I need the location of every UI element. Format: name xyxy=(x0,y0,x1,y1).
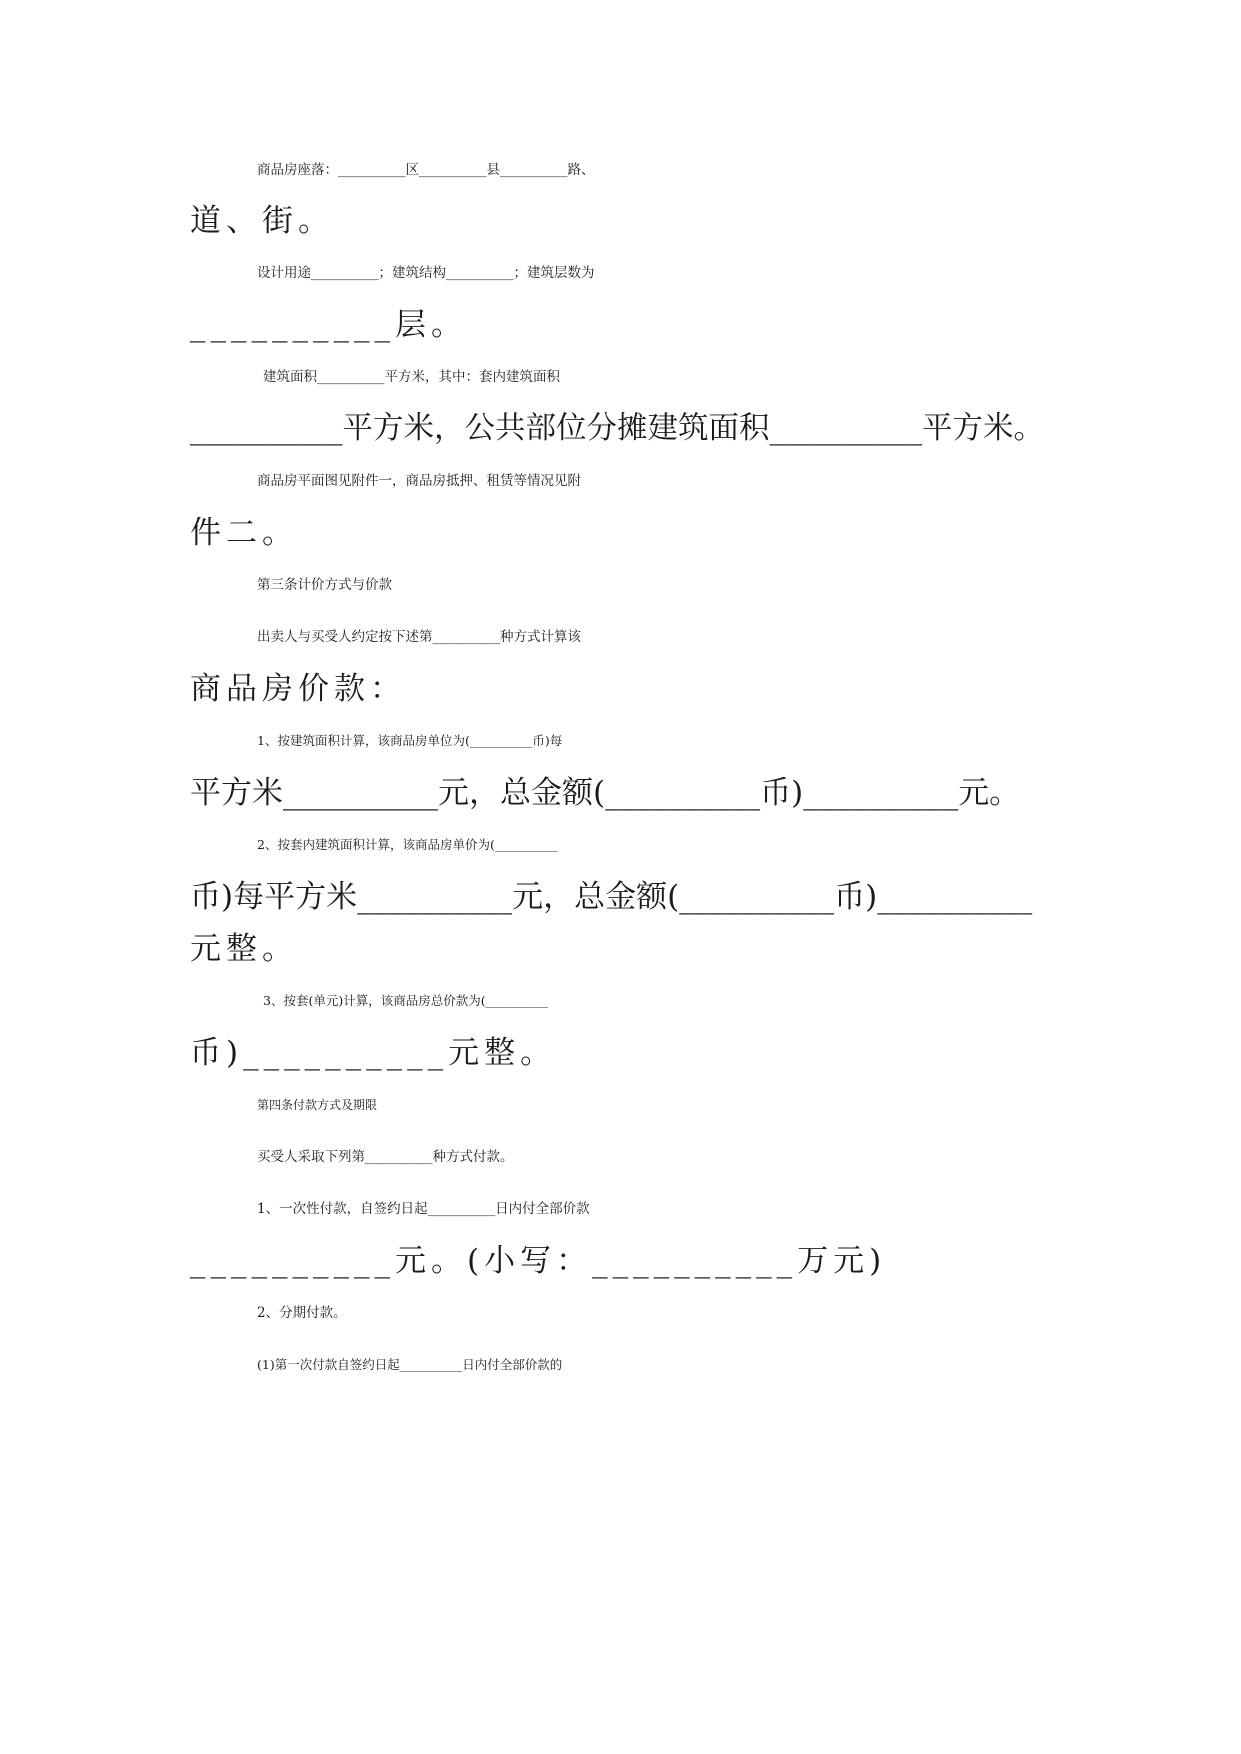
pricing-option-1: 1、按建筑面积计算，该商品房单位为(__________币)每 xyxy=(257,733,563,748)
location-line: 商品房座落：__________区__________县__________路、 xyxy=(257,162,595,178)
floorplan-line: 商品房平面图见附件一，商品房抵押、租赁等情况见附 xyxy=(257,473,581,489)
payment-option-1: 1、一次性付款，自签约日起__________日内付全部价款 xyxy=(257,1201,590,1217)
payment-option-1-cont: __________元。(小写：__________万元) xyxy=(190,1243,887,1279)
pricing-agreement-line: 出卖人与买受人约定按下述第__________种方式计算该 xyxy=(257,629,581,645)
pricing-agreement-cont: 商品房价款： xyxy=(190,671,406,707)
area-line-cont: __________平方米，公共部位分摊建筑面积__________平方米。 xyxy=(190,411,1044,446)
location-line-cont: 道、街。 xyxy=(190,203,334,239)
payment-option-2: 2、分期付款。 xyxy=(257,1305,347,1321)
payment-choice-line: 买受人采取下列第__________种方式付款。 xyxy=(257,1149,514,1165)
article-3-heading: 第三条计价方式与价款 xyxy=(257,577,392,593)
pricing-option-1-cont: 平方米__________元，总金额(__________币)__________元。 xyxy=(190,775,1021,811)
pricing-option-3: 3、按套(单元)计算，该商品房总价款为(__________ xyxy=(263,993,549,1008)
pricing-option-2: 2、按套内建筑面积计算，该商品房单价为(__________ xyxy=(257,837,558,852)
pricing-option-2-end: 元整。 xyxy=(190,931,298,967)
attachment-line: 件二。 xyxy=(190,515,298,551)
usage-line: 设计用途__________；建筑结构__________；建筑层数为 xyxy=(257,265,595,281)
area-line: 建筑面积__________平方米，其中：套内建筑面积 xyxy=(263,369,560,385)
floors-line: __________层。 xyxy=(190,307,467,343)
pricing-option-3-cont: 币)__________元整。 xyxy=(190,1035,557,1071)
article-4-heading: 第四条付款方式及期限 xyxy=(257,1098,378,1112)
pricing-option-2-cont: 币)每平方米__________元，总金额(__________币)__________ xyxy=(190,879,1033,915)
installment-1-line: (1)第一次付款自签约日起__________日内付全部价款的 xyxy=(257,1357,563,1372)
